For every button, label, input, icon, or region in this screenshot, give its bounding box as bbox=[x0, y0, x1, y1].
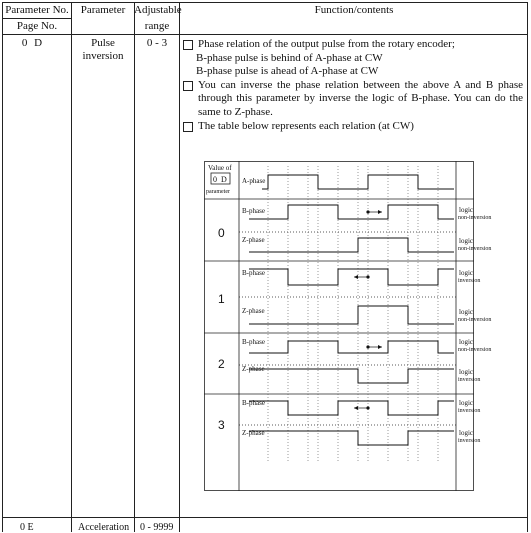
row-0-z-label: Z-phase bbox=[242, 236, 265, 244]
row-3-z-logic-1: logic bbox=[459, 429, 473, 437]
desc-sub-1: B-phase pulse is behind of A-phase at CW bbox=[196, 51, 383, 64]
row-2-z-logic-1: logic bbox=[459, 368, 473, 376]
row-1-value: 1 bbox=[218, 292, 225, 306]
row-0-z-logic-1: logic bbox=[459, 237, 473, 245]
row-1-b-logic-2: inversion bbox=[458, 278, 481, 284]
row-2-z-logic-2: inversion bbox=[458, 377, 481, 383]
row-1-z-logic-1: logic bbox=[459, 308, 473, 316]
row-bottom bbox=[2, 517, 528, 518]
col-divider-1 bbox=[71, 2, 72, 532]
header-adjustable: Adjustable bbox=[134, 4, 182, 16]
next-row-partial bbox=[0, 520, 531, 532]
table-right-border bbox=[527, 2, 528, 532]
col-divider-2 bbox=[134, 2, 135, 532]
pulse-timing-diagram bbox=[204, 161, 492, 491]
desc-item-3 bbox=[183, 120, 523, 134]
row-2-b-logic-2: non-inversion bbox=[458, 347, 492, 353]
row-2-value: 2 bbox=[218, 357, 225, 371]
row-0-b-wave bbox=[249, 205, 454, 219]
header-split bbox=[2, 18, 71, 19]
checkbox-icon bbox=[183, 122, 193, 132]
row-1-z-wave bbox=[249, 306, 454, 324]
row-0-z-logic-2: non-inversion bbox=[458, 246, 492, 252]
param-number: 0 D bbox=[21, 37, 45, 49]
parameter-label: parameter bbox=[206, 189, 230, 195]
desc-item-1 bbox=[183, 38, 523, 52]
row-1-b-wave bbox=[249, 269, 454, 285]
parameter-name-line2: inversion bbox=[82, 50, 124, 62]
header-range: range bbox=[144, 20, 170, 32]
next-parameter-name: Acceleration bbox=[78, 522, 130, 533]
next-range: 0 - 9999 bbox=[140, 522, 174, 533]
col-divider-3 bbox=[179, 2, 180, 532]
row-2-b-wave bbox=[249, 341, 454, 353]
header-page-no: Page No. bbox=[16, 20, 58, 32]
parameter-name-line1: Pulse bbox=[91, 37, 115, 49]
desc-text-3: The table below represents each relation (at CW) bbox=[198, 119, 414, 132]
desc-text-2: You can inverse the phase relation between the above A and B phase through this parameter by inverse the logic of B-phase. You can do the same to Z-phase. bbox=[198, 78, 523, 118]
row-1-b-label: B-phase bbox=[242, 269, 265, 277]
header-parameter: Parameter bbox=[80, 4, 126, 16]
a-phase-label: A-phase bbox=[242, 177, 266, 185]
row-2-z-label: Z-phase bbox=[242, 365, 265, 373]
row-0-b-logic-2: non-inversion bbox=[458, 215, 492, 221]
header-parameter-no: Parameter No. bbox=[5, 4, 69, 16]
header-function: Function/contents bbox=[314, 4, 394, 16]
row-1-b-logic-1: logic bbox=[459, 269, 473, 277]
row-3-z-logic-2: inversion bbox=[458, 438, 481, 444]
row-3-value: 3 bbox=[218, 418, 225, 432]
row-0-value: 0 bbox=[218, 226, 225, 240]
row-2-b-logic-1: logic bbox=[459, 338, 473, 346]
timing-diagram-svg bbox=[204, 161, 492, 491]
row-2-z-wave bbox=[249, 369, 454, 383]
function-description bbox=[183, 38, 523, 133]
header-bottom bbox=[2, 34, 528, 35]
table-left-border bbox=[2, 2, 3, 532]
adjustable-range: 0 - 3 bbox=[146, 37, 168, 49]
row-0-z-wave bbox=[249, 238, 454, 252]
row-1-z-label: Z-phase bbox=[242, 307, 265, 315]
row-3-b-logic-2: inversion bbox=[458, 408, 481, 414]
row-3-b-wave bbox=[249, 401, 454, 415]
row-1-z-logic-2: non-inversion bbox=[458, 317, 492, 323]
desc-text-1: Phase relation of the output pulse from the rotary encoder; bbox=[198, 38, 455, 50]
checkbox-icon bbox=[183, 81, 193, 91]
row-3-b-logic-1: logic bbox=[459, 399, 473, 407]
row-0-b-logic-1: logic bbox=[459, 206, 473, 214]
value-of-label: Value of bbox=[208, 164, 232, 172]
row-3-z-label: Z-phase bbox=[242, 429, 265, 437]
table-top-border bbox=[2, 2, 528, 3]
row-3-b-label: B-phase bbox=[242, 399, 265, 407]
desc-sub-2: B-phase pulse is ahead of A-phase at CW bbox=[196, 65, 379, 78]
row-0-b-label: B-phase bbox=[242, 207, 265, 215]
param-box-text: 0 D bbox=[213, 175, 228, 184]
next-param-number: 0 E bbox=[20, 522, 34, 533]
row-2-b-label: B-phase bbox=[242, 338, 265, 346]
checkbox-icon bbox=[183, 40, 193, 50]
row-3-z-wave bbox=[249, 431, 454, 445]
desc-item-2 bbox=[183, 79, 523, 120]
